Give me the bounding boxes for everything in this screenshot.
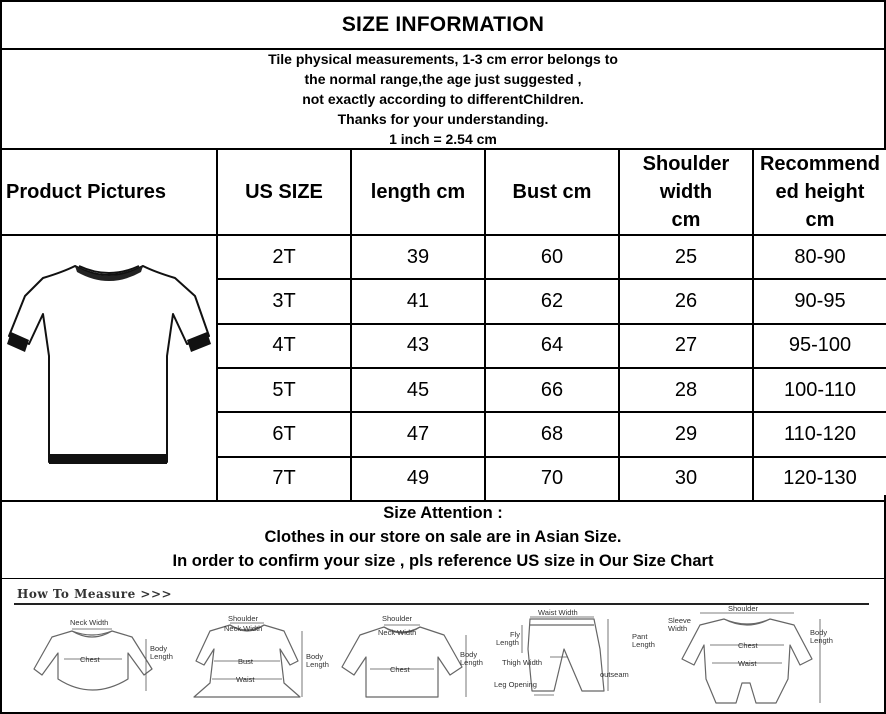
label-shoulder: Shoulder <box>228 614 259 623</box>
label-pant: Pant <box>632 632 648 641</box>
label-waist-width: Waist Width <box>538 608 578 617</box>
table-row <box>1 235 886 279</box>
measurement-note <box>0 48 886 149</box>
label-body: Body <box>810 628 828 637</box>
cell-size: 5T <box>217 368 351 412</box>
label-length: Length <box>496 638 519 647</box>
label-thigh-width: Thigh Width <box>502 658 543 667</box>
label-length: Length <box>306 660 329 669</box>
label-chest: Chest <box>738 641 758 650</box>
size-attention <box>0 495 886 580</box>
label-chest: Chest <box>80 655 100 664</box>
label-bust: Bust <box>238 657 254 666</box>
size-table <box>0 148 886 502</box>
label-fly: Fly <box>510 630 520 639</box>
cell-length: 49 <box>351 457 485 501</box>
label-length: Length <box>150 652 173 661</box>
cell-shoulder: 25 <box>619 235 753 279</box>
cell-size: 4T <box>217 324 351 368</box>
cell-height: 100-110 <box>753 368 886 412</box>
product-picture-cell <box>1 235 217 501</box>
cell-length: 43 <box>351 324 485 368</box>
label-length: Length <box>632 640 655 649</box>
note-line: not exactly according to differentChildren. <box>302 90 584 107</box>
label-sleeve: Sleeve <box>668 616 691 625</box>
measure-diagrams <box>2 579 884 713</box>
note-line: 1 inch = 2.54 cm <box>389 130 497 147</box>
note-line: Thanks for your understanding. <box>337 110 549 127</box>
header-bust: Bust cm <box>485 149 619 235</box>
label-neck-width: Neck Width <box>378 628 417 637</box>
header-line: width <box>659 181 713 203</box>
tee-diagram-icon <box>342 627 462 697</box>
label-neck-width: Neck Width <box>224 624 263 633</box>
how-to-measure <box>0 579 886 714</box>
cell-bust: 64 <box>485 324 619 368</box>
label-shoulder: Shoulder <box>382 614 413 623</box>
label-length: Length <box>810 636 833 645</box>
header-line: cm <box>805 209 835 231</box>
cell-shoulder: 29 <box>619 412 753 456</box>
table-header-row <box>1 149 886 235</box>
label-neck-width: Neck Width <box>70 618 109 627</box>
cell-shoulder: 30 <box>619 457 753 501</box>
cell-bust: 62 <box>485 279 619 323</box>
cell-length: 45 <box>351 368 485 412</box>
cell-bust: 68 <box>485 412 619 456</box>
header-shoulder-width <box>619 149 753 235</box>
attention-line: In order to confirm your size , pls reference US size in Our Size Chart <box>172 551 714 570</box>
cell-length: 39 <box>351 235 485 279</box>
cell-height: 95-100 <box>753 324 886 368</box>
note-line: Tile physical measurements, 1-3 cm error belongs to <box>268 50 618 67</box>
label-length: Length <box>460 658 483 667</box>
cell-height: 80-90 <box>753 235 886 279</box>
cell-shoulder: 28 <box>619 368 753 412</box>
header-line: Shoulder <box>642 153 730 175</box>
cell-length: 41 <box>351 279 485 323</box>
header-us-size: US SIZE <box>217 149 351 235</box>
measure-title: How To Measure >>> <box>17 587 173 601</box>
cell-height: 110-120 <box>753 412 886 456</box>
label-body: Body <box>460 650 478 659</box>
label-outseam: outseam <box>600 670 629 679</box>
header-line: ed height <box>775 181 865 203</box>
cell-height: 90-95 <box>753 279 886 323</box>
label-waist: Waist <box>738 659 757 668</box>
label-body: Body <box>150 644 168 653</box>
cell-size: 3T <box>217 279 351 323</box>
cell-shoulder: 27 <box>619 324 753 368</box>
cell-size: 7T <box>217 457 351 501</box>
header-line: Recommend <box>759 153 881 175</box>
cell-bust: 66 <box>485 368 619 412</box>
label-body: Body <box>306 652 324 661</box>
note-line: the normal range,the age just suggested , <box>304 70 582 87</box>
cell-bust: 70 <box>485 457 619 501</box>
cell-shoulder: 26 <box>619 279 753 323</box>
cell-bust: 60 <box>485 235 619 279</box>
tshirt-outline-icon <box>3 236 215 494</box>
cell-length: 47 <box>351 412 485 456</box>
attention-line: Clothes in our store on sale are in Asian Size. <box>264 527 622 546</box>
header-recommended-height <box>753 149 886 235</box>
header-line: cm <box>671 209 701 231</box>
header-product-pictures: Product Pictures <box>1 149 217 235</box>
cell-size: 2T <box>217 235 351 279</box>
label-leg-opening: Leg Opening <box>494 680 537 689</box>
label-chest: Chest <box>390 665 410 674</box>
attention-heading: Size Attention : <box>383 503 503 522</box>
label-width: Width <box>668 624 688 633</box>
label-shoulder: Shoulder <box>728 604 759 613</box>
pants-diagram-icon <box>528 619 604 691</box>
page-title: SIZE INFORMATION <box>0 0 886 50</box>
header-length: length cm <box>351 149 485 235</box>
label-waist: Waist <box>236 675 255 684</box>
cell-height: 120-130 <box>753 457 886 501</box>
cell-size: 6T <box>217 412 351 456</box>
